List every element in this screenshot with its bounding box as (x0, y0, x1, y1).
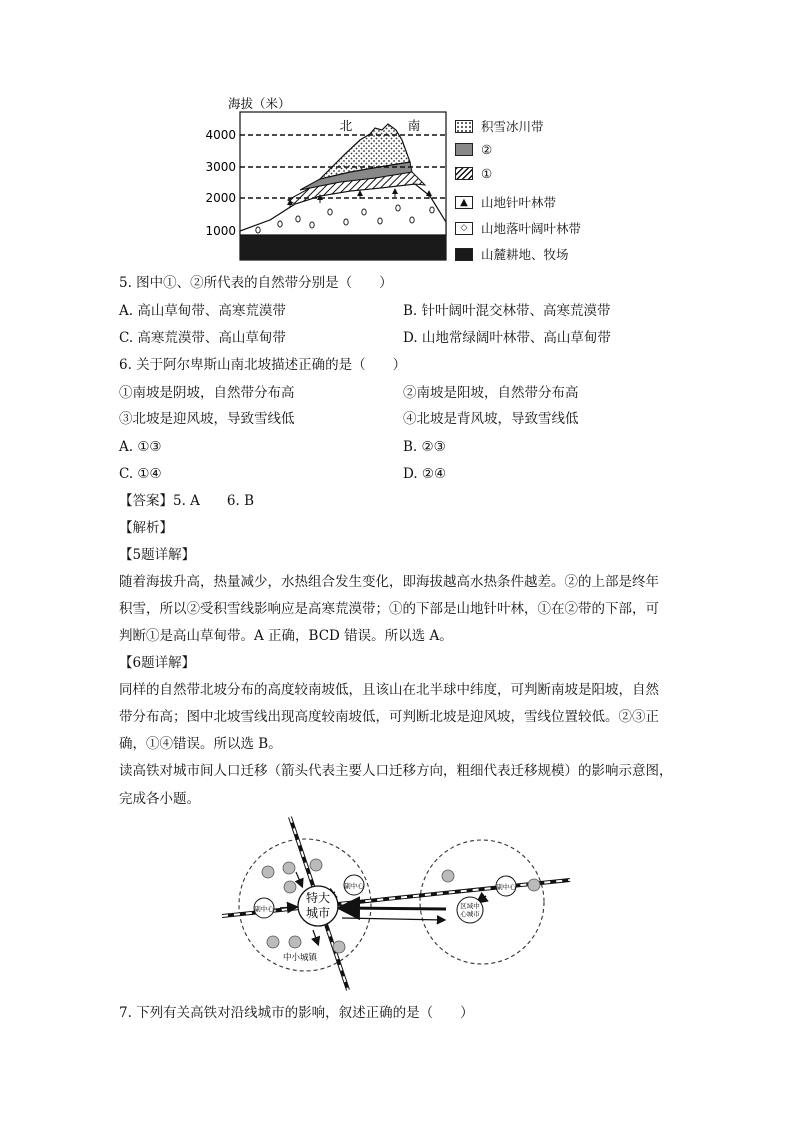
regional-sub-center-label: 副中心 (496, 883, 516, 891)
legend-zone-2 (455, 142, 492, 157)
tick-4000: 4000 (205, 128, 236, 142)
legend-farmland (455, 245, 569, 263)
high-speed-rail-figure (210, 812, 580, 1002)
legend-deciduous (455, 219, 581, 237)
regional-label-2: 心城市 (460, 910, 480, 918)
q5-detail-line-3: 判断①是高山草甸带。A 正确，BCD 错误。所以选 A。 (119, 628, 453, 644)
tick-3000: 3000 (205, 160, 236, 174)
q6-option-c: C. ①④ (119, 466, 162, 482)
railway-lines (222, 817, 570, 990)
hatched-swatch-icon (455, 167, 473, 180)
q6-detail-line-1: 同样的自然带北坡分布的高度较南坡低，且该山在北半球中纬度，可判断南坡是阳坡，自然 (119, 682, 659, 698)
sub-center-right-label: 副中心 (344, 882, 364, 890)
q6-option-b: B. ②③ (403, 439, 446, 455)
q5-detail-heading: 【5题详解】 (119, 547, 196, 563)
q6-detail-line-2: 带分布高；图中北坡雪线出现高度较南坡低，可判断北坡是迎风坡，雪线位置较低。②③正 (119, 709, 659, 725)
legend-label: ② (481, 142, 493, 157)
q5-detail-line-1: 随着海拔升高，热量减少，水热组合发生变化，即海拔越高水热条件越差。②的上部是终年 (119, 574, 659, 590)
sub-center-left-label: 副中心 (254, 905, 274, 913)
legend-label: 积雪冰川带 (481, 119, 544, 134)
legend-label: 山麓耕地、牧场 (481, 247, 569, 262)
intro-line-2: 完成各小题。 (119, 791, 200, 807)
q5-option-b: B. 针叶阔叶混交林带、高寒荒漠带 (403, 303, 611, 319)
legend-label: 山地落叶阔叶林带 (481, 221, 582, 236)
q6-statement-3: ③北坡是迎风坡，导致雪线低 (119, 411, 295, 427)
q6-statement-4: ④北坡是背风坡，导致雪线低 (403, 411, 579, 427)
q6-option-d: D. ②④ (403, 466, 447, 482)
stipple-swatch-icon (455, 120, 473, 133)
regional-region-circle (420, 840, 544, 964)
regional-label-1: 区域中 (460, 902, 480, 910)
q6-stem: 6. 关于阿尔卑斯山南北坡描述正确的是（ ） (119, 357, 407, 373)
legend-zone-1 (455, 166, 492, 181)
intro-line-1: 读高铁对城市间人口迁移（箭头代表主要人口迁移方向，粗细代表迁移规模）的影响示意图， (119, 763, 673, 779)
black-swatch-icon (455, 248, 473, 261)
q6-statement-1: ①南坡是阴坡，自然带分布高 (119, 385, 295, 401)
q6-statement-2: ②南坡是阳坡，自然带分布高 (403, 385, 579, 401)
q5-option-d: D. 山地常绿阔叶林带、高山草甸带 (403, 330, 611, 346)
tick-1000: 1000 (205, 224, 236, 238)
q6-detail-line-3: 确，①④错误。所以选 B。 (119, 736, 282, 752)
farmland-band (240, 235, 446, 260)
legend-conifer (455, 193, 556, 211)
q5-stem: 5. 图中①、②所代表的自然带分别是（ ） (119, 275, 393, 291)
label-north: 北 (339, 118, 353, 133)
legend-label: ① (481, 166, 493, 181)
gray-swatch-icon (455, 143, 473, 156)
q6-option-a: A. ①③ (119, 439, 162, 455)
small-towns-label: 中小城镇 (282, 953, 318, 963)
deciduous-swatch-icon: ◇ (455, 222, 473, 235)
tick-2000: 2000 (205, 191, 236, 205)
conifer-swatch-icon: ▲ (455, 196, 473, 209)
y-axis-title: 海拔（米） (228, 96, 291, 111)
analysis-heading: 【解析】 (119, 520, 173, 536)
label-south: 南 (407, 118, 421, 133)
legend-label: 山地针叶林带 (481, 195, 557, 210)
legend-snow (455, 117, 544, 135)
q5-detail-line-2: 积雪，所以②受积雪线影响应是高寒荒漠带；①的下部是山地针叶林，①在②带的下部，可 (119, 601, 659, 617)
q5-option-c: C. 高寒荒漠带、高山草甸带 (119, 330, 286, 346)
q6-detail-heading: 【6题详解】 (119, 655, 196, 671)
mountain-diagram (200, 92, 460, 267)
q5-option-a: A. 高山草甸带、高寒荒漠带 (119, 303, 286, 319)
megacity-label-2: 城市 (305, 906, 331, 920)
answer-line: 【答案】5. A 6. B (119, 493, 255, 509)
q7-stem: 7. 下列有关高铁对沿线城市的影响，叙述正确的是（ ） (119, 1005, 474, 1021)
megacity-label-1: 特大 (305, 891, 331, 905)
